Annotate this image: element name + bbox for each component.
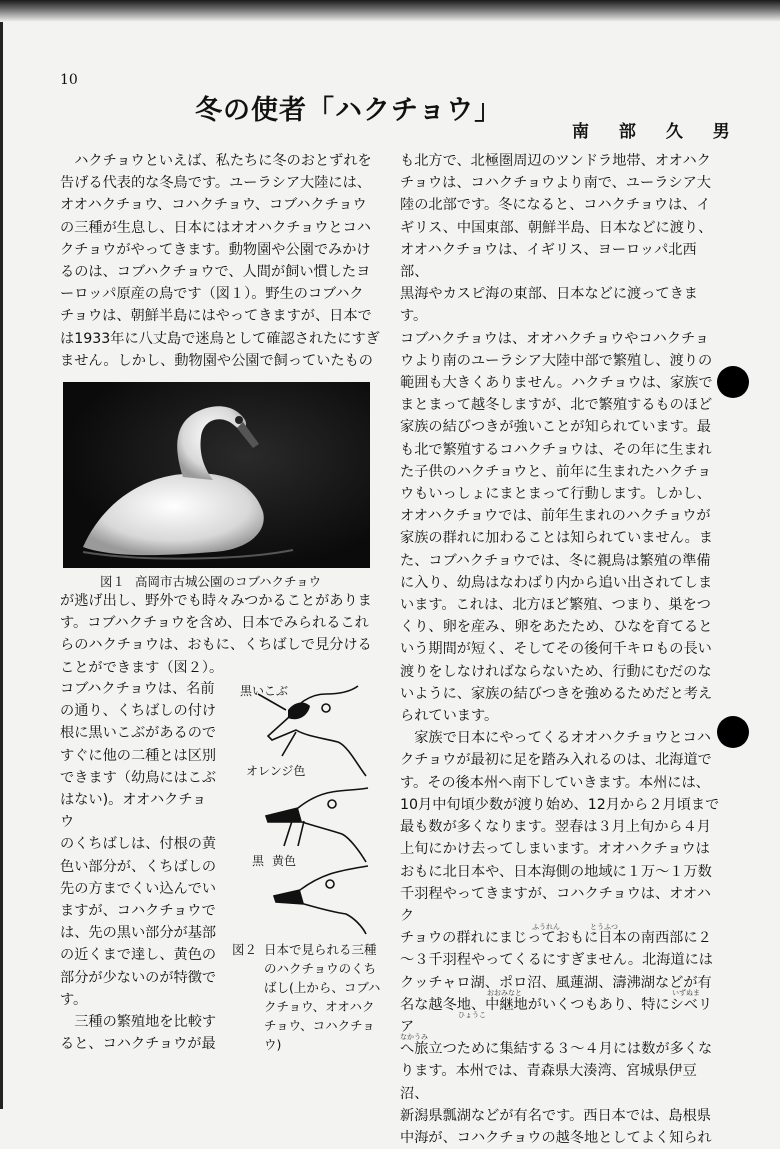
figure2-number: 図２ <box>232 942 258 957</box>
text-line: ウもいっしょにまとまって行動します。しかし、 <box>400 486 711 503</box>
left-column-middle <box>60 590 380 679</box>
text-line: 色い部分が、くちばしの <box>60 858 217 875</box>
figure2-text: 日本で見られる三種のハクチョウのくちばし(上から、コブハクチョウ、オオハクチョウ、コハクチョウ) <box>264 942 381 1052</box>
ruby-oominato: おおみなと <box>487 989 522 997</box>
text-line: います。これは、北方ほど繁殖、つまり、巣をつ <box>400 597 711 614</box>
text-line: ～３千羽程やってくるにすぎません。北海道には <box>400 952 713 969</box>
text-line: 家族の群れに加わることは知られていません。ま <box>400 530 713 547</box>
text-line: チョウは、朝鮮半島にはやってきますが、日本で <box>60 308 372 325</box>
text-line: 上旬にかけ去ってしまいます。オオハクチョウは <box>400 841 710 858</box>
swan-heads-sketch <box>238 676 383 936</box>
text-line: 部分が少ないのが特徴で <box>60 969 217 986</box>
text-line: 黒海やカスピ海の東部、日本などに渡ってきます。 <box>400 286 698 325</box>
text-line: 根に黒いこぶがあるので <box>60 725 217 742</box>
text-line: まとまって越冬しますが、北で繁殖するものほど <box>400 397 713 414</box>
text-line: も北方で、北極圏周辺のツンドラ地帯、オオハク <box>400 153 711 169</box>
text-line: すぐに他の二種とは区別 <box>60 747 217 764</box>
text-line: クッチャロ湖、ポロ沼、風蓮湖、濤沸湖などが有 <box>400 974 712 991</box>
text-line: 三種の繁殖地を比較す <box>60 1014 217 1031</box>
binding-hole-upper <box>717 366 749 398</box>
text-line: るのは、コブハクチョウで、人間が飼い慣したヨ <box>60 264 371 281</box>
text-line: 先の方までくい込んでい <box>60 880 217 897</box>
text-line: す。コブハクチョウを含め、日本でみられるこれ <box>60 615 369 632</box>
left-column-narrow <box>60 678 220 1055</box>
figure2-bill-drawings <box>238 676 383 936</box>
scan-top-shadow <box>0 0 780 22</box>
figure1-number: 図１ <box>100 574 126 589</box>
text-line: らのハクチョウは、おもに、くちばしで見分ける <box>60 637 372 654</box>
text-line: た、コブハクチョウでは、冬に親鳥は繁殖の準備 <box>400 552 711 569</box>
text-line: いように、家族の結びつきを強めるためだと考え <box>400 685 713 702</box>
text-line: 最も数が多くなります。翌春は３月上旬から４月 <box>400 819 711 836</box>
figure1-text: 高岡市古城公園のコブハクチョウ <box>135 574 322 589</box>
text-line: た子供のハクチョウと、前年に生まれたハクチョ <box>400 463 712 480</box>
binding-hole-lower <box>717 716 749 748</box>
text-line: が逃げ出し、野外でも時々みつかることがありま <box>60 593 372 609</box>
text-line: チョウは、コハクチョウより南で、ユーラシア大 <box>400 175 711 192</box>
text-line: ウより南のユーラシア大陸中部で繁殖し、渡りの <box>400 352 713 369</box>
ruby-toufutsu: とうふつ <box>590 923 618 931</box>
text-line: 名な越冬地、中継地がいくつもあり、特にシベリア <box>400 996 713 1035</box>
ruby-nakaumi: なかうみ <box>400 1033 428 1041</box>
article-title: 冬の使者「ハクチョウ」 <box>195 95 503 126</box>
text-line: られています。 <box>400 708 499 725</box>
text-line: オオハクチョウ、コハクチョウ、コブハクチョウ <box>60 197 367 214</box>
text-line: はない)。オオハクチョウ <box>60 792 207 831</box>
text-line: ギリス、中国東部、朝鮮半島、日本などに渡り、 <box>400 219 713 236</box>
text-line: ります。本州では、青森県大湊湾、宮城県伊豆沼、 <box>400 1063 697 1102</box>
label-yellow: 黄色 <box>272 854 297 868</box>
text-line: 10月中旬頃少数が渡り始め、12月から２月頃まで <box>400 796 720 813</box>
text-line: 範囲も大きくありません。ハクチョウは、家族で <box>400 375 713 392</box>
figure2-caption <box>232 940 382 1054</box>
text-line: ことができます（図２）。 <box>60 659 224 676</box>
text-line: クチョウがやってきます。動物園や公園でみかけ <box>60 241 371 258</box>
text-line: す。 <box>60 991 88 1008</box>
figure1-caption <box>100 572 331 590</box>
text-line: チョウの群れにまじっておもに日本の南西部に２ <box>400 930 712 947</box>
text-line: いう期間が短く、そしてその後何千キロもの長い <box>400 641 712 658</box>
text-line: ません。しかし、動物園や公園で飼っていたもの <box>60 352 373 369</box>
text-line: 家族で日本にやってくるオオハクチョウとコハ <box>400 730 711 747</box>
text-line: のくちばしは、付根の黄 <box>60 836 217 853</box>
text-line: ると、コハクチョウが最 <box>60 1036 216 1053</box>
text-line: おもに北日本や、日本海側の地域に１万～１万数 <box>400 863 712 880</box>
text-line: の近くまで達し、黄色の <box>60 947 217 964</box>
text-line: は1933年に八丈島で迷鳥として確認されたにすぎ <box>60 330 380 347</box>
author-name: 南 部 久 男 <box>572 122 742 142</box>
text-line: ますが、コハクチョウで <box>60 903 216 920</box>
text-line: クチョウが最初に足を踏み入れるのは、北海道で <box>400 752 712 769</box>
right-column <box>400 150 720 1149</box>
page-number: 10 <box>60 72 78 88</box>
label-black-knob: 黒いこぶ <box>240 684 289 698</box>
text-line: も北で繁殖するコハクチョウは、その年に生まれ <box>400 441 712 458</box>
text-line: ハクチョウといえば、私たちに冬のおとずれを <box>60 153 372 169</box>
ruby-izunuma: いずぬま <box>672 989 700 997</box>
text-line: 千羽程やってきますが、コハクチョウは、オオハク <box>400 885 711 924</box>
text-line: は、先の黒い部分が基部 <box>60 925 217 942</box>
text-line: の三種が生息し、日本にはオオハクチョウとコハ <box>60 219 371 236</box>
text-line: 渡りをしなければならないため、行動にむだのな <box>400 663 712 680</box>
ruby-fuuren: ふうれん <box>532 923 560 931</box>
text-line: 陸の北部です。冬になると、コハクチョウは、イ <box>400 197 711 214</box>
text-line: コブハクチョウは、名前 <box>60 681 215 697</box>
text-line: コブハクチョウは、オオハクチョウやコハクチョ <box>400 330 710 347</box>
ruby-hyouko: ひょうこ <box>458 1011 486 1019</box>
text-line: 中海が、コハクチョウの越冬地としてよく知られ <box>400 1129 712 1146</box>
label-black: 黒 <box>252 854 265 868</box>
text-line: に入り、幼鳥はなわばり内から追い出されてしま <box>400 574 713 591</box>
mute-swan-photo <box>63 382 370 568</box>
text-line: 新潟県瓢湖などが有名です。西日本では、島根県 <box>400 1107 711 1124</box>
text-line: の通り、くちばしの付け <box>60 703 217 720</box>
text-line: オオハクチョウは、イギリス、ヨーロッパ北西部、 <box>400 241 697 281</box>
text-line: くり、卵を産み、卵をあたため、ひなを育てると <box>400 619 713 636</box>
label-orange: オレンジ色 <box>246 764 306 778</box>
text-line: 家族の結びつきが強いことが知られています。最 <box>400 419 711 436</box>
text-line: す。その後本州へ南下していきます。本州には、 <box>400 774 710 791</box>
left-column-top <box>60 150 380 372</box>
page-binding-edge <box>0 0 3 1109</box>
text-line: オオハクチョウでは、前年生まれのハクチョウが <box>400 508 711 525</box>
swan-illustration <box>63 382 370 568</box>
text-line: 告げる代表的な冬鳥です。ユーラシア大陸には、 <box>60 175 371 192</box>
text-line: できます（幼鳥にはこぶ <box>60 769 217 786</box>
text-line: へ旅立つために集結する３～４月には数が多くな <box>400 1041 713 1058</box>
text-line: ーロッパ原産の鳥です（図１）。野生のコブハク <box>60 286 364 303</box>
